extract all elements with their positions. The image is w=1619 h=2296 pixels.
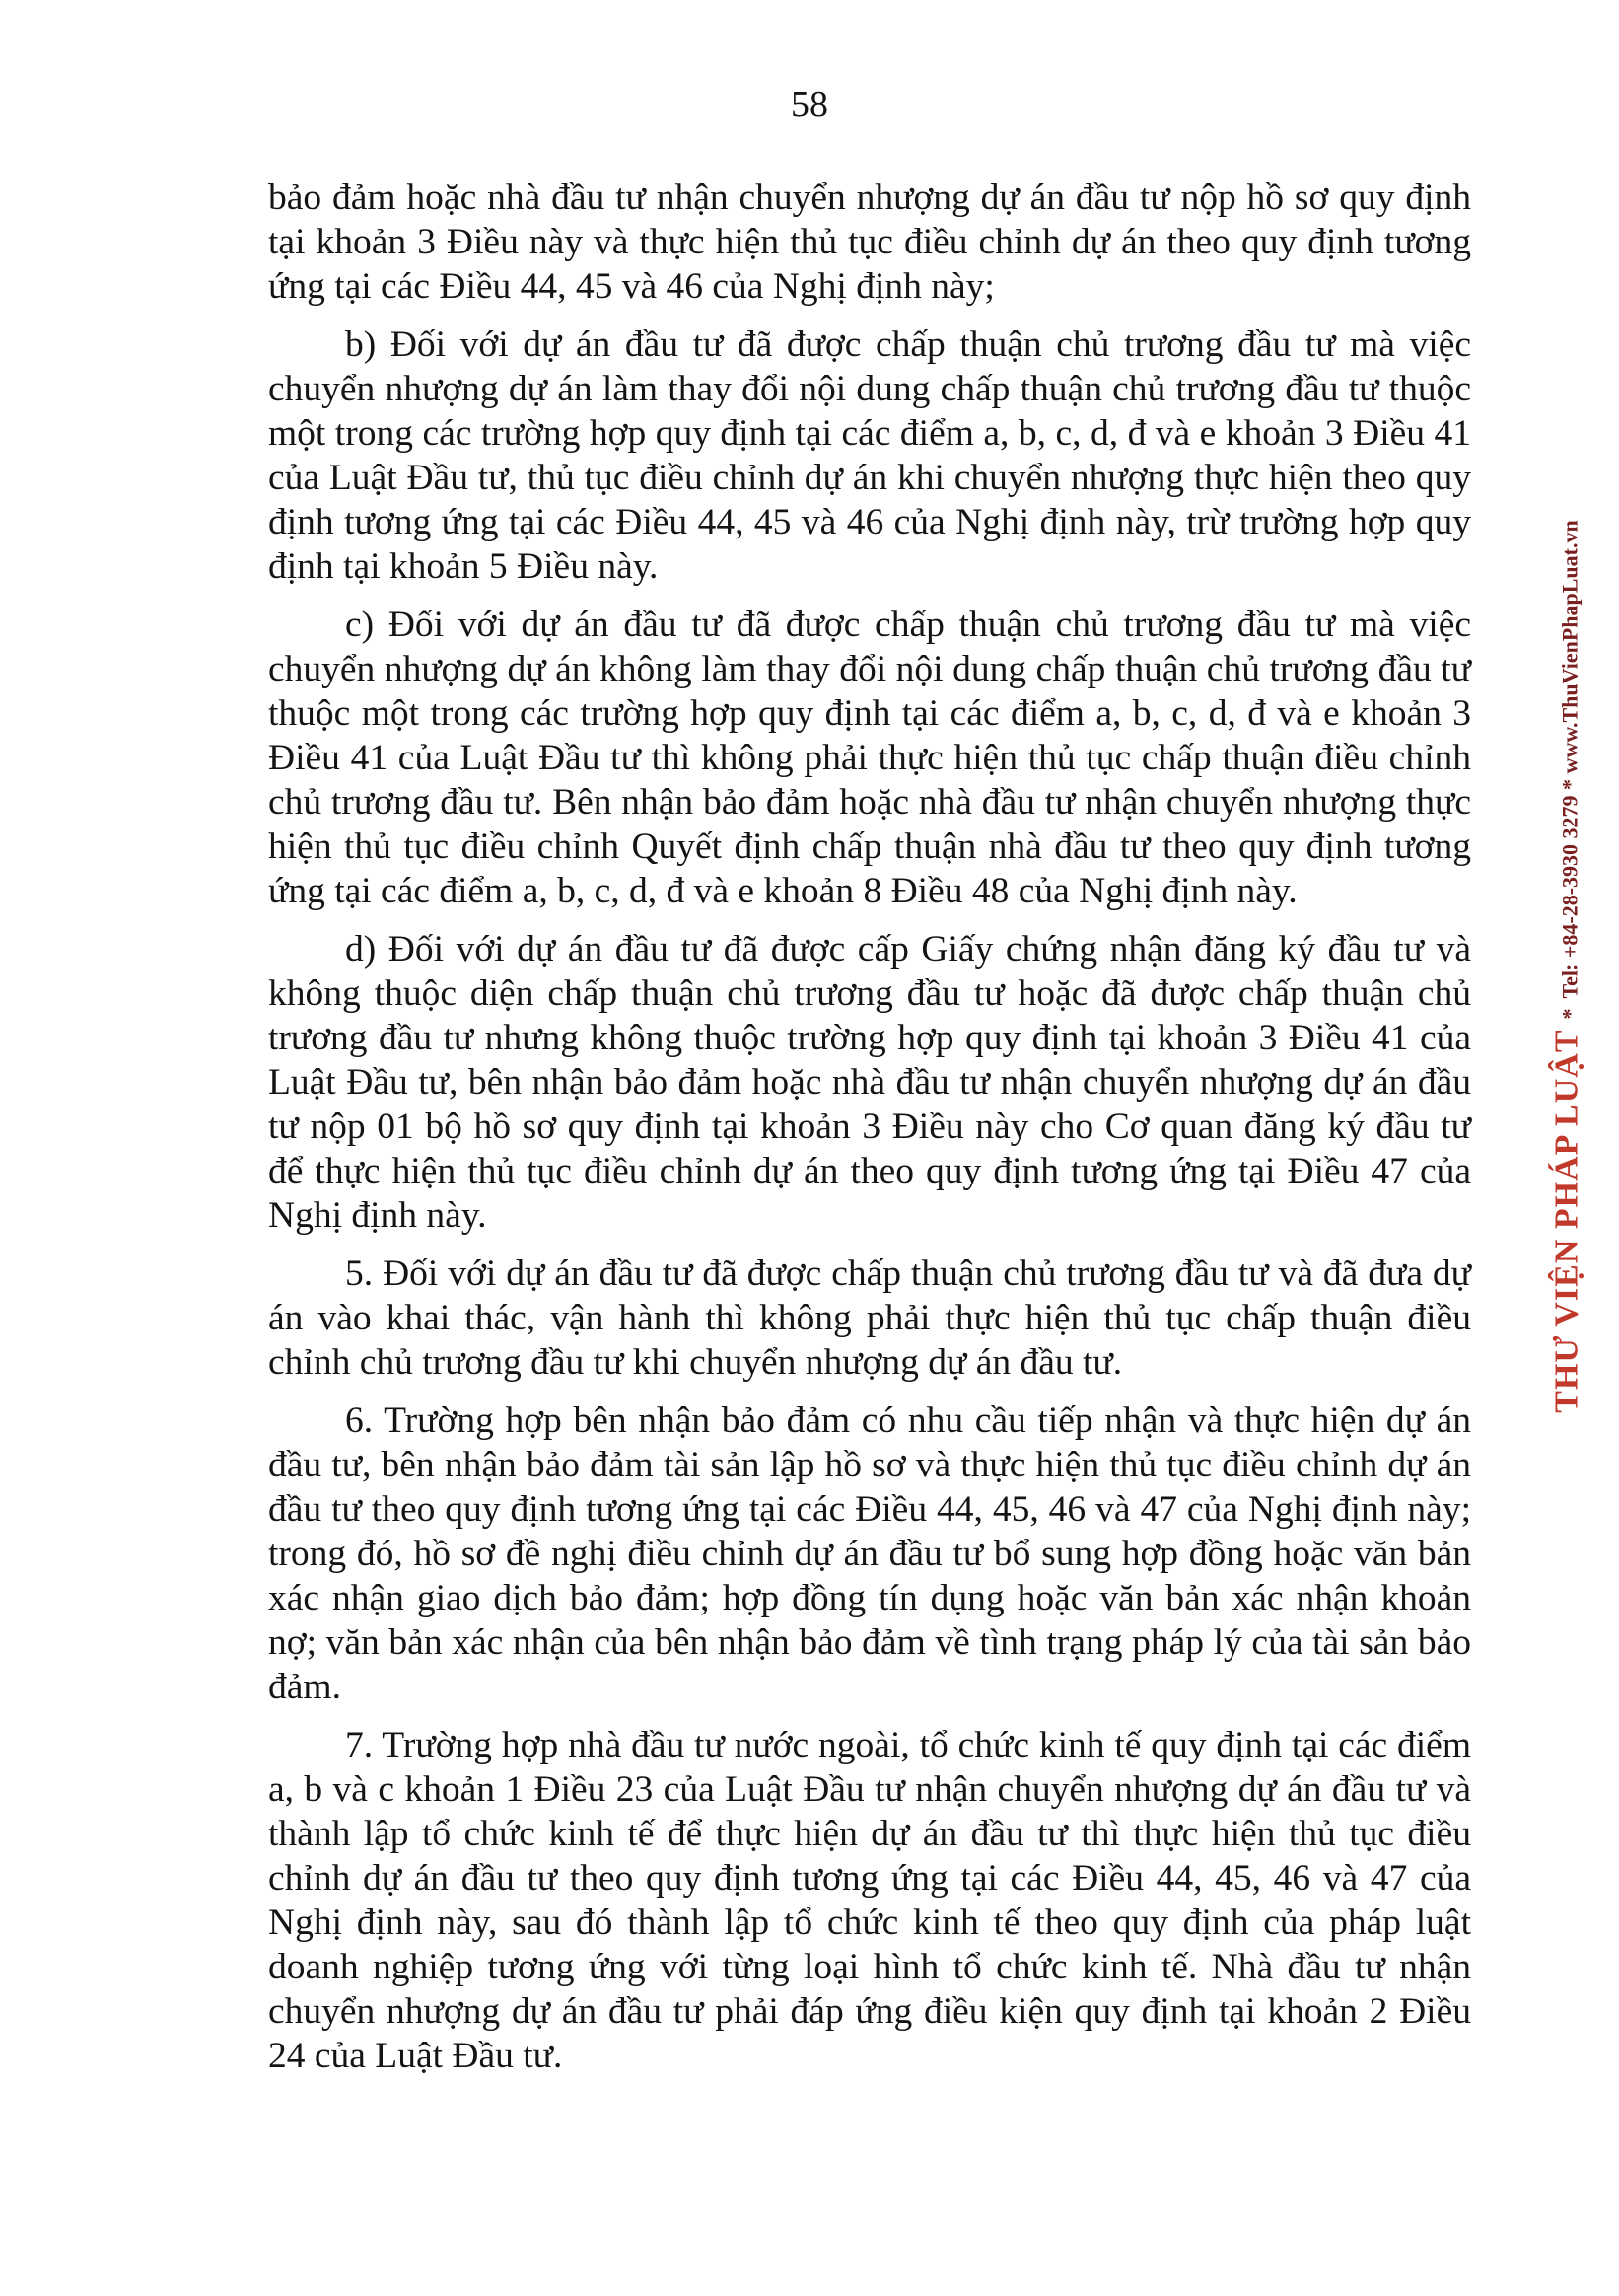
watermark-contact: Tel: +84-28-3930 3279 * www.ThuVienPhapLuat.vn [1558, 520, 1584, 999]
paragraph-point-d: d) Đối với dự án đầu tư đã được cấp Giấy chứng nhận đăng ký đầu tư và không thuộc diện chấp thuận chủ trương đầu tư hoặc đã được chấp thuận chủ trương đầu tư nhưng không thuộc trường hợp quy định tại khoản 3 Điều 41 của Luật Đầu tư, bên nhận bảo đảm hoặc nhà đầu tư nhận chuyển nhượng dự án đầu tư nộp 01 bộ hồ sơ quy định tại khoản 3 Điều này cho Cơ quan đăng ký đầu tư để thực hiện thủ tục điều chỉnh dự án theo quy định tương ứng tại Điều 47 của Nghị định này. [268, 929, 1471, 1236]
paragraph-clause-7: 7. Trường hợp nhà đầu tư nước ngoài, tổ chức kinh tế quy định tại các điểm a, b và c khoản 1 Điều 23 của Luật Đầu tư nhận chuyển nhượng dự án đầu tư và thành lập tổ chức kinh tế để thực hiện dự án đầu tư thì thực hiện thủ tục điều chỉnh dự án đầu tư theo quy định tương ứng tại các Điều 44, 45, 46 và 47 của Nghị định này, sau đó thành lập tổ chức kinh tế theo quy định của pháp luật doanh nghiệp tương ứng với từng loại hình tổ chức kinh tế. Nhà đầu tư nhận chuyển nhượng dự án đầu tư phải đáp ứng điều kiện quy định tại khoản 2 Điều 24 của Luật Đầu tư. [268, 1725, 1471, 2076]
paragraph-point-c: c) Đối với dự án đầu tư đã được chấp thuận chủ trương đầu tư mà việc chuyển nhượng dự án không làm thay đổi nội dung chấp thuận chủ trương đầu tư thuộc một trong các trường hợp quy định tại các điểm a, b, c, d, đ và e khoản 3 Điều 41 của Luật Đầu tư thì không phải thực hiện thủ tục chấp thuận điều chỉnh chủ trương đầu tư. Bên nhận bảo đảm hoặc nhà đầu tư nhận chuyển nhượng thực hiện thủ tục điều chỉnh Quyết định chấp thuận nhà đầu tư theo quy định tương ứng tại các điểm a, b, c, d, đ và e khoản 8 Điều 48 của Nghị định này. [268, 605, 1471, 911]
page-number: 58 [791, 84, 828, 125]
document-body [268, 176, 1471, 2092]
watermark-title: THƯ VIỆN PHÁP LUẬT [1549, 1029, 1586, 1413]
watermark-separator: * [1558, 1008, 1584, 1020]
paragraph-clause-5: 5. Đối với dự án đầu tư đã được chấp thuận chủ trương đầu tư và đã đưa dự án vào khai thác, vận hành thì không phải thực hiện thủ tục chấp thuận điều chỉnh chủ trương đầu tư khi chuyển nhượng dự án đầu tư. [268, 1254, 1471, 1383]
paragraph-clause-6: 6. Trường hợp bên nhận bảo đảm có nhu cầu tiếp nhận và thực hiện dự án đầu tư, bên nhận bảo đảm tài sản lập hồ sơ và thực hiện thủ tục điều chỉnh dự án đầu tư theo quy định tương ứng tại các Điều 44, 45, 46 và 47 của Nghị định này; trong đó, hồ sơ đề nghị điều chỉnh dự án đầu tư bổ sung hợp đồng hoặc văn bản xác nhận giao dịch bảo đảm; hợp đồng tín dụng hoặc văn bản xác nhận khoản nợ; văn bản xác nhận của bên nhận bảo đảm về tình trạng pháp lý của tài sản bảo đảm. [268, 1400, 1471, 1707]
paragraph-point-b: b) Đối với dự án đầu tư đã được chấp thuận chủ trương đầu tư mà việc chuyển nhượng dự án làm thay đổi nội dung chấp thuận chủ trương đầu tư thuộc một trong các trường hợp quy định tại các điểm a, b, c, d, đ và e khoản 3 Điều 41 của Luật Đầu tư, thủ tục điều chỉnh dự án khi chuyển nhượng thực hiện theo quy định tương ứng tại các Điều 44, 45 và 46 của Nghị định này, trừ trường hợp quy định tại khoản 5 Điều này. [268, 324, 1471, 587]
paragraph-continuation: bảo đảm hoặc nhà đầu tư nhận chuyển nhượng dự án đầu tư nộp hồ sơ quy định tại khoản 3 Điều này và thực hiện thủ tục điều chỉnh dự án theo quy định tương ứng tại các Điều 44, 45 và 46 của Nghị định này; [268, 178, 1471, 307]
watermark [1523, 473, 1612, 1460]
